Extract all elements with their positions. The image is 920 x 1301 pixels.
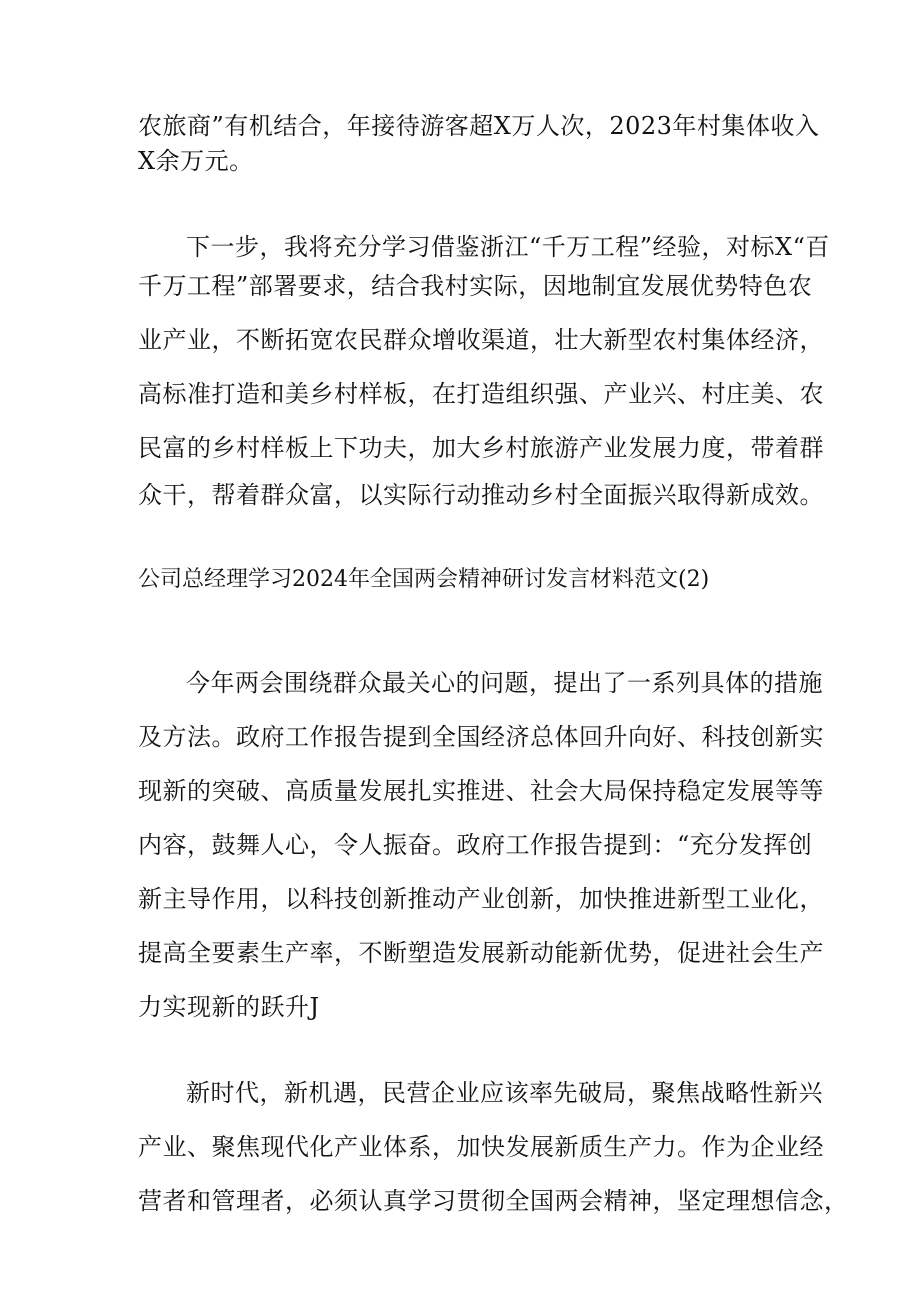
paragraph-3-line-4: 内容，鼓舞人心，令人振奋。政府工作报告提到：“充分发挥创 <box>138 831 813 859</box>
paragraph-4-line-1: 新时代，新机遇，民营企业应该率先破局，聚焦战略性新兴 <box>186 1079 823 1107</box>
paragraph-4-line-3: 营者和管理者，必须认真学习贯彻全国两会精神，坚定理想信念， <box>138 1187 849 1215</box>
paragraph-2-line-2: 千万工程”部署要求，结合我村实际，因地制宜发展优势特色农 <box>138 272 813 300</box>
paragraph-2-line-1: 下一步，我将充分学习借鉴浙江“千万工程”经验，对标X“百 <box>186 233 830 261</box>
paragraph-3-line-5: 新主导作用，以科技创新推动产业创新，加快推进新型工业化， <box>138 885 824 913</box>
paragraph-3-line-1: 今年两会围绕群众最关心的问题，提出了一系列具体的措施 <box>186 669 823 697</box>
paragraph-3-line-3: 现新的突破、高质量发展扎实推进、社会大局保持稳定发展等等 <box>138 777 824 805</box>
paragraph-1-line-1: 农旅商”有机结合，年接待游客超X万人次，2023年村集体收入 <box>138 112 820 140</box>
paragraph-4-line-2: 产业、聚焦现代化产业体系，加快发展新质生产力。作为企业经 <box>138 1133 824 1161</box>
section-heading: 公司总经理学习2024年全国两会精神研讨发言材料范文(2) <box>138 567 710 592</box>
paragraph-3-line-2: 及方法。政府工作报告提到全国经济总体回升向好、科技创新实 <box>138 723 824 751</box>
paragraph-2-line-3: 业产业，不断拓宽农民群众增收渠道，壮大新型农村集体经济， <box>138 326 824 354</box>
paragraph-2-line-5: 民富的乡村样板上下功夫，加大乡村旅游产业发展力度，带着群 <box>138 434 824 462</box>
paragraph-2-line-6: 众干，帮着群众富，以实际行动推动乡村全面振兴取得新成效。 <box>138 481 824 509</box>
paragraph-3-line-6: 提高全要素生产率，不断塑造发展新动能新优势，促进社会生产 <box>138 939 824 967</box>
paragraph-2-line-4: 高标准打造和美乡村样板，在打造组织强、产业兴、村庄美、农 <box>138 380 824 408</box>
paragraph-3-line-7: 力实现新的跃升J <box>138 993 320 1021</box>
paragraph-1-line-2: X余万元。 <box>138 147 254 175</box>
